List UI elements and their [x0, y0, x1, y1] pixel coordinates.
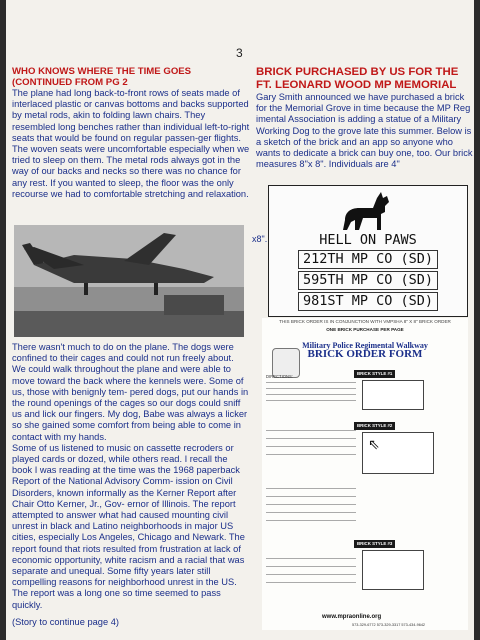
left-article-bottom [12, 342, 250, 628]
brick-line-4: 981ST MP CO (SD) [298, 292, 438, 311]
brick-sketch [268, 185, 468, 317]
right-article [256, 66, 474, 170]
continue-note: (Story to continue page 4) [12, 616, 119, 627]
form-line [266, 454, 356, 455]
form-line [266, 512, 356, 513]
newsletter-page [6, 0, 474, 640]
cargo-plane-photo [14, 225, 244, 337]
left-paragraph-3: Some of us listened to music on cassette recroders or played cards or dozed, while others read. I recall the book I was reading at the time was the 1968 paperback Report of the National Advisory Comm- ission on Civil Disorders, known informally as the Kerner Report after Chair Otto Kerner, Jr., Gov- ernor of Illinois. The report attempted to answer what had caused mounting civil unrest in black and Latino neighborhoods in major US cities, especially Los Angeles, Chicago and Newark. The report found that riots resulted from frustration at lack of economic opportunity, white racism and a racial that was separate and unequal. Some fifty years later still compelling reasons for neighborhood unrest in the US. The report was a long one so time seemed to pass quickly. [12, 442, 245, 610]
brick-line-4-wrap [269, 291, 467, 312]
form-line [266, 446, 356, 447]
form-line [266, 520, 356, 521]
brick-line-1: HELL ON PAWS [319, 232, 417, 248]
right-headline: BRICK PURCHASED BY US FOR THE FT. LEONARD WOOD MP MEMORIAL [256, 66, 459, 91]
form-line [266, 582, 356, 583]
mouse-cursor-icon: ⇖ [368, 436, 380, 452]
right-paragraph: Gary Smith announced we have purchased a brick for the Memorial Grove in time because the MP Reg imental Association is adding a statue of a Military Working Dog to the grove late this summer. Below is a sketch of the brick and an app so anyone who wants to dedicate a brick can buy one, too. Our brick measures 8"x 8". Individuals are 4" [256, 92, 473, 170]
form-line [266, 400, 356, 401]
cargo-plane-illustration [14, 225, 244, 337]
brick-style-1-label: BRICK STYLE #1 [354, 370, 395, 378]
form-line [266, 504, 356, 505]
brick-style-3-label: BRICK STYLE #3 [354, 540, 395, 548]
form-line [266, 388, 356, 389]
dog-silhouette-icon [339, 190, 395, 234]
form-line [266, 558, 356, 559]
left-article-top [12, 66, 250, 200]
form-line [266, 394, 356, 395]
brick-line-3-wrap [269, 270, 467, 291]
form-walkway-title: Military Police Regimental Walkway [302, 341, 428, 350]
x8-fragment: x8". [252, 234, 268, 244]
form-line [266, 430, 356, 431]
brick-line-2-wrap [269, 249, 467, 270]
form-one-brick: ONE BRICK PURCHASE PER PAGE [326, 327, 404, 332]
form-line [266, 488, 356, 489]
form-line [266, 566, 356, 567]
brick-order-form [262, 318, 468, 630]
form-line [266, 496, 356, 497]
brick-inscription [269, 232, 467, 312]
page-number: 3 [236, 46, 243, 60]
brick-style-3-box[interactable] [362, 550, 424, 590]
form-line [266, 438, 356, 439]
brick-line-2: 212TH MP CO (SD) [298, 250, 438, 269]
form-url-link[interactable]: www.mpraonline.org [322, 614, 382, 620]
left-headline: WHO KNOWS WHERE THE TIME GOES (CONTINUED FROM PG 2 [12, 66, 192, 88]
brick-line-3: 595TH MP CO (SD) [298, 271, 438, 290]
brick-style-1-box[interactable] [362, 380, 424, 410]
form-directions: DIRECTIONS: [266, 374, 293, 379]
form-line [266, 382, 356, 383]
form-main-title: BRICK ORDER FORM [307, 348, 423, 360]
form-line [266, 574, 356, 575]
left-paragraph-2: There wasn't much to do on the plane. The dogs were confined to their cages and could not run freely about. We could walk throughout the plane and were able to move toward the back where the kennels were. Some of us, those with benignly tem- pered dogs, put our hands in the round openings of the cages so our dogs could sniff us and lick our fingers. My dog, Babe was always a licker so she gained some comfort from being able to come in contact with my hands. [12, 342, 249, 442]
brick-style-2-label: BRICK STYLE #2 [354, 422, 395, 430]
form-top-note: THIS BRICK ORDER IS IN CONJUNCTION WITH VMPSHA 8" X 8" BRICK ORDER [279, 319, 451, 324]
form-phone-numbers: 573-329-6772 573-329-3317 573-434-9642 [352, 623, 426, 627]
left-paragraph-1: The plane had long back-to-front rows of seats made of interlaced plastic or canvas bottoms and backs supported by metal rods, akin to folding lawn chairs. They resembled long benches rather than individual left-to-right seats that would be found on regular passen-ger flights. The woven seats were uncomfortable especially when we tried to sleep on them. The metal rods always got in the way of our backs and necks so there was no chance for any rest. If you wanted to sleep, the floor was the only recourse we had to comfortable stretching and relaxation. [12, 88, 250, 199]
